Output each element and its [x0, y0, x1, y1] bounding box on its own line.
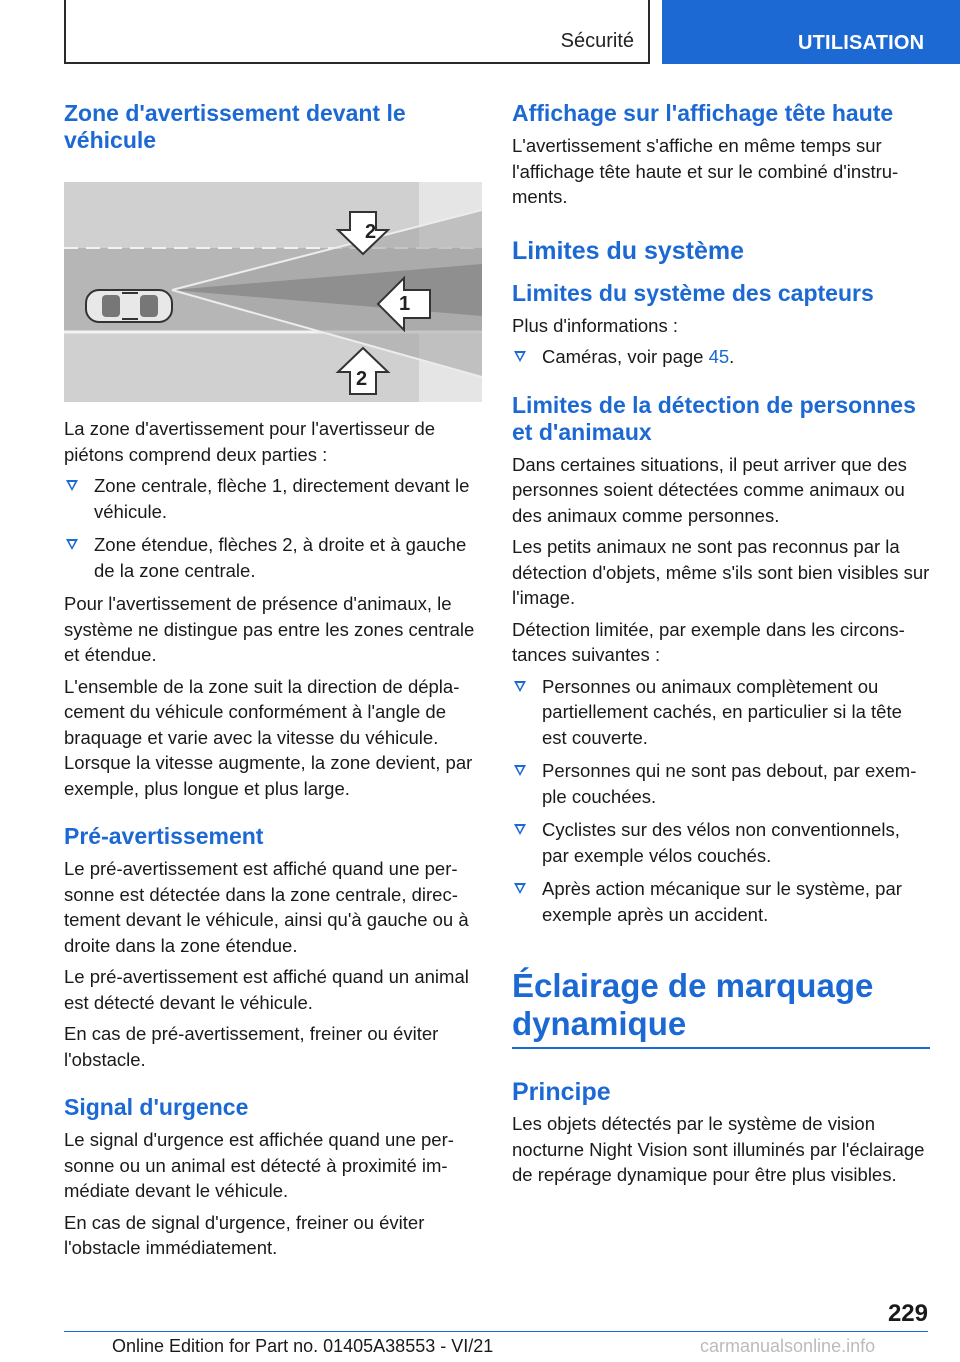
- paragraph-ensemble: L'ensemble de la zone suit la direction de déplacement du véhicule conformément à l'angle de braquage et varie avec la vitesse du véhicule. Lorsque la vitesse augmente, la zone devient, par exemple, plus longue et plus large.: [64, 675, 473, 799]
- paragraph-signal-1: Le signal d'urgence est affichée quand une personne ou un animal est détecté à proximité immédiate devant le véhicule.: [64, 1129, 454, 1201]
- heading-affichage-hud: Affichage sur l'affichage tête haute: [512, 100, 894, 126]
- header-chapter-label: UTILISATION: [798, 32, 925, 54]
- heading-eclairage-marquage: Éclairage de marquage dynamique: [512, 967, 930, 1049]
- paragraph-pre-3: En cas de pré-avertissement, freiner ou éviter l'obstacle.: [64, 1023, 439, 1070]
- zone-label-2-bottom: 2: [356, 368, 368, 390]
- bullet-triangle-icon: [66, 480, 78, 491]
- page-link-cameras[interactable]: 45: [708, 346, 730, 367]
- bullet-triangle-icon: [66, 539, 78, 550]
- paragraph-signal-2: En cas de signal d'urgence, freiner ou éviter l'obstacle immédiatement.: [64, 1211, 425, 1258]
- zone-label-2-top: 2: [365, 221, 377, 243]
- zone-bullet-list: [64, 473, 482, 583]
- bullet-triangle-icon: [514, 824, 526, 835]
- page-number: 229: [887, 1300, 928, 1327]
- watermark: carmanualsonline.info: [700, 1336, 876, 1356]
- paragraph-animals: Pour l'avertissement de présence d'animaux, le système ne distingue pas entre les zones centrale et étendue.: [64, 593, 475, 665]
- capteurs-bullet-list: [512, 344, 930, 370]
- bullet-triangle-icon: [514, 765, 526, 776]
- left-column: [64, 100, 482, 1267]
- paragraph-detect-2: Les petits animaux ne sont pas reconnus par la détection d'objets, même s'ils sont bien visibles sur l'image.: [512, 536, 930, 608]
- paragraph-detect-3: Détection limitée, par exemple dans les circonstances suivantes :: [512, 618, 905, 665]
- footer-edition: Online Edition for Part no. 01405A38553 - VI/21: [112, 1336, 494, 1356]
- bullet-triangle-icon: [514, 681, 526, 692]
- footer-divider: [64, 1331, 928, 1332]
- bullet-triangle-icon: [514, 883, 526, 894]
- heading-limites-detection: Limites de la détection de personnes et d'animaux: [512, 391, 916, 445]
- paragraph-capteurs: Plus d'informations :: [512, 314, 678, 336]
- list-item: Personnes qui ne sont pas debout, par exemple couchées.: [512, 758, 930, 809]
- heading-limites-capteurs: Limites du système des capteurs: [512, 279, 874, 306]
- list-item: Cyclistes sur des vélos non conventionnels, par exemple vélos couchés.: [512, 817, 930, 868]
- paragraph-zone-intro: La zone d'avertissement pour l'avertisseur de piétons comprend deux parties :: [64, 418, 436, 465]
- detect-bullet-list: [512, 674, 930, 928]
- heading-pre-avertissement: Pré-avertissement: [64, 823, 264, 849]
- header-section-title: Sécurité: [560, 30, 634, 52]
- paragraph-principe: Les objets détectés par le système de vision nocturne Night Vision sont illuminés par l'éclairage de repérage dynamique pour être plus visibles.: [512, 1113, 925, 1185]
- car-icon: [86, 290, 172, 322]
- heading-signal-urgence: Signal d'urgence: [64, 1094, 249, 1120]
- paragraph-pre-2: Le pré-avertissement est affiché quand un animal est détecté devant le véhicule.: [64, 966, 469, 1013]
- heading-limites-systeme: Limites du système: [512, 236, 745, 265]
- list-item: Caméras, voir page 45.: [512, 344, 930, 370]
- paragraph-hud: L'avertissement s'affiche en même temps sur l'affichage tête haute et sur le combiné d'instruments.: [512, 135, 899, 207]
- header-chapter-tab: [662, 0, 960, 64]
- list-item: Zone centrale, flèche 1, directement devant le véhicule.: [64, 473, 482, 524]
- warning-zone-figure: [64, 182, 482, 402]
- paragraph-detect-1: Dans certaines situations, il peut arriver que des personnes soient détectées comme animaux ou des animaux comme personnes.: [512, 453, 907, 526]
- list-item: Personnes ou animaux complètement ou partiellement cachés, en particulier si la tête est couverte.: [512, 674, 930, 751]
- paragraph-pre-1: Le pré-avertissement est affiché quand une personne est détectée dans la zone centrale, directement devant le véhicule, ainsi qu'à gauche ou à droite dans la zone étendue.: [64, 858, 469, 956]
- bullet-triangle-icon: [514, 351, 526, 362]
- right-column: [512, 100, 930, 1188]
- zone-label-1: 1: [399, 293, 411, 315]
- list-item: Après action mécanique sur le système, par exemple après un accident.: [512, 876, 930, 927]
- header-section-box: [64, 0, 650, 64]
- heading-zone-avertissement: Zone d'avertissement devant le véhicule: [64, 100, 406, 153]
- list-item: Zone étendue, flèches 2, à droite et à gauche de la zone centrale.: [64, 532, 482, 583]
- heading-principe: Principe: [512, 1078, 611, 1106]
